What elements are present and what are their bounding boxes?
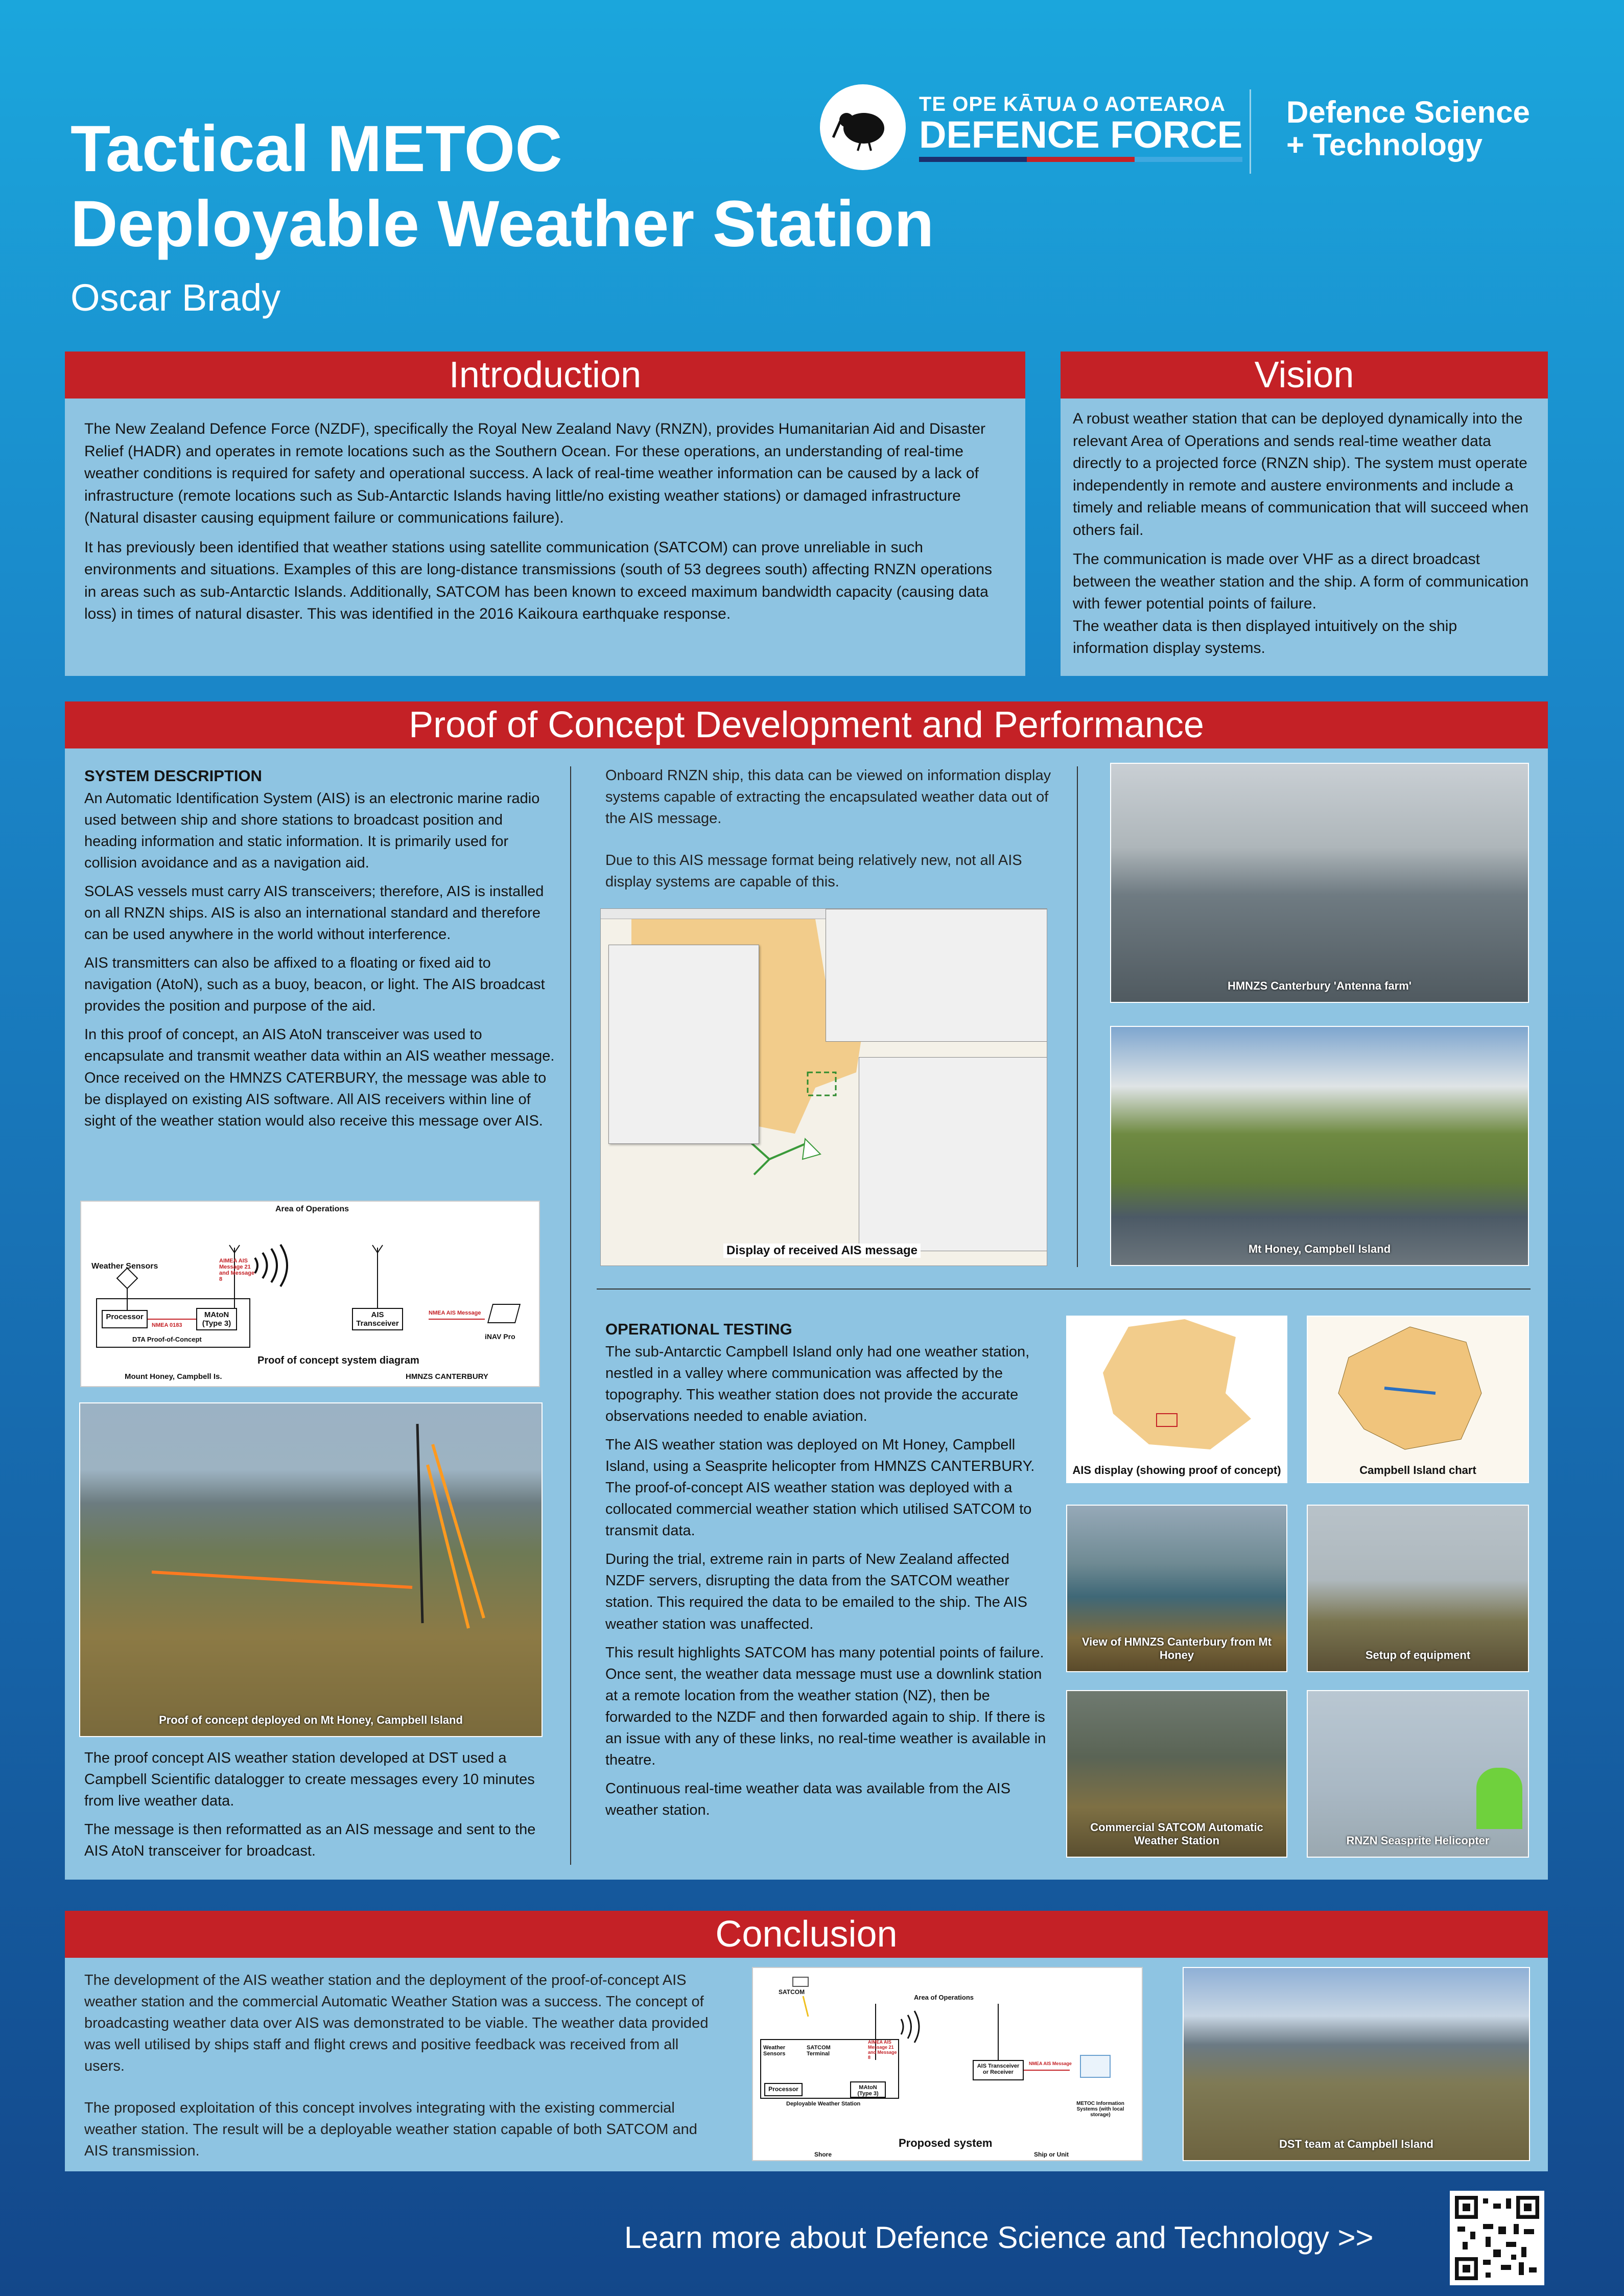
diagram2-shore: Shore (814, 2151, 832, 2158)
operational-paragraph-4: This result highlights SATCOM has many potential points of failure. Once sent, the weather data message must use a downlink station at a remote location from the weather station (NZ), then be forwarded to the NZDF and then forwarded again to ship. If there is an issue with any of these links, no real-time weather is available in theatre. (605, 1644, 1046, 1768)
photo-chart (1307, 1316, 1529, 1483)
system-description (84, 765, 557, 1139)
nzdf-logo-title: DEFENCE FORCE (919, 113, 1243, 156)
diagram-caption: Proof of concept system diagram (257, 1355, 419, 1366)
system-paragraph-3: AIS transmitters can also be affixed to a floating or fixed aid to navigation (AtoN), such as a buoy, beacon, or light. The AIS broadcast provides the position and purpose of the aid. (84, 955, 545, 1015)
learn-more-link[interactable]: Learn more about Defence Science and Technology >> (624, 2220, 1374, 2255)
photo-ais-display (1066, 1316, 1287, 1483)
photo-setup (1307, 1505, 1529, 1672)
system-paragraph-2: SOLAS vessels must carry AIS transceivers; therefore, AIS is installed on all RNZN ships. AIS is also an international standard and therefore can be used anywhere in the world without interference. (84, 883, 544, 943)
introduction-heading: Introduction (65, 352, 1025, 399)
photo-view-canterbury (1066, 1505, 1287, 1672)
ais-message-log (826, 909, 1047, 1042)
introduction-panel (65, 352, 1025, 676)
photo-deployed-caption: Proof of concept deployed on Mt Honey, Campbell Island (159, 1714, 463, 1726)
operational-testing-heading: OPERATIONAL TESTING (605, 1320, 792, 1338)
diagram-left-foot: Mount Honey, Campbell Is. (125, 1372, 222, 1381)
vision-paragraph-2: The communication is made over VHF as a direct broadcast between the weather station and the ship. A form of communication with fewer potential points of failure. (1073, 551, 1529, 612)
dst-logo-line-1: Defence Science (1286, 95, 1530, 129)
diagram-nmea-in: NMEA 0183 (152, 1322, 182, 1328)
diagram-maton: MAtoN (Type 3) (196, 1308, 237, 1330)
title-line-2: Deployable Weather Station (70, 188, 934, 261)
vision-heading: Vision (1061, 352, 1548, 399)
nzdf-logo (820, 84, 1242, 170)
datalogger-paragraph-2: The message is then reformatted as an AIS message and sent to the AIS AtoN transceiver for broadcast. (84, 1821, 536, 1860)
photo-satcom-caption: Commercial SATCOM Automatic Weather Station (1090, 1821, 1263, 1847)
ais-detail-window (608, 945, 759, 1144)
photo-chart-caption: Campbell Island chart (1359, 1464, 1476, 1477)
photo-helicopter (1307, 1690, 1529, 1858)
diagram2-processor: Processor (764, 2083, 803, 2096)
operational-paragraph-3: During the trial, extreme rain in parts of New Zealand affected NZDF servers, disrupting the data from the SATCOM weather station. This required the data to be emailed to the ship. The AIS weather station was unaffected. (605, 1551, 1027, 1632)
datalogger-text (84, 1747, 547, 1869)
diagram-message-label: AIMEA AIS Message 21 and Message 8 (219, 1258, 255, 1282)
logo-divider (1250, 89, 1251, 174)
photo-helicopter-caption: RNZN Seasprite Helicopter (1346, 1834, 1490, 1847)
diagram2-satcom-terminal: SATCOM Terminal (807, 2045, 831, 2057)
photo-satcom (1066, 1690, 1287, 1858)
diagram-ais-transceiver: AIS Transceiver (352, 1308, 403, 1330)
conclusion-heading: Conclusion (65, 1911, 1548, 1958)
computer-icon (1080, 2055, 1111, 2078)
operational-paragraph-2: The AIS weather station was deployed on Mt Honey, Campbell Island, using a Seasprite helicopter from HMNZS CANTERBURY. The proof-of-concept AIS weather station was deployed with a collocated commercial weather station which utilised SATCOM to transmit data. (605, 1437, 1035, 1539)
operational-testing (605, 1318, 1050, 1828)
vision-paragraph-3: The weather data is then displayed intuitively on the ship information display systems. (1073, 617, 1457, 657)
ais-screenshot-caption: Display of received AIS message (723, 1244, 921, 1258)
kiwi-icon (820, 84, 906, 170)
section-divider (597, 1288, 1531, 1290)
system-description-heading: SYSTEM DESCRIPTION (84, 767, 262, 785)
introduction-paragraph-1: The New Zealand Defence Force (NZDF), specifically the Royal New Zealand Navy (RNZN), provides Humanitarian Aid and Disaster Relief (HADR) and operates in remote locations such as the Southern Ocean. For these operations, an understanding of real-time weather conditions is required for safety and operational success. A lack of real-time weather information can be caused by a lack of infrastructure (remote locations such as Sub-Antarctic Islands having little/no existing weather stations) or damaged infrastructure (Natural disaster causing equipment failure or communications failure). (84, 420, 985, 526)
diagram2-metoc: METOC Information Systems (with local storage) (1076, 2101, 1124, 2118)
diagram-weather-sensors: Weather Sensors (91, 1262, 158, 1271)
diagram-area-label: Area of Operations (275, 1205, 349, 1213)
proposed-system-diagram (752, 1967, 1143, 2161)
conclusion-text (84, 1970, 710, 2169)
vision-panel (1061, 352, 1548, 676)
conclusion-paragraph-2: The proposed exploitation of this concept involves integrating with the existing commercial weather station. The result will be a deployable weather station capable of both SATCOM and AIS transmission. (84, 2100, 697, 2160)
photo-view-canterbury-caption: View of HMNZS Canterbury from Mt Honey (1081, 1635, 1272, 1661)
diagram2-ais-rx: AIS Transceiver or Receiver (973, 2060, 1024, 2080)
diagram2-ship: Ship or Unit (1034, 2151, 1069, 2158)
dst-logo (1286, 96, 1530, 161)
photo-mt-honey (1110, 1026, 1529, 1266)
operational-paragraph-1: The sub-Antarctic Campbell Island only had one weather station, nestled in a valley where communication was affected by the topography. This weather station does not provide the accurate observations needed to enable aviation. (605, 1343, 1030, 1425)
column-divider-2 (1077, 766, 1078, 1267)
diagram-processor: Processor (102, 1310, 148, 1328)
diagram2-maton: MAtoN (Type 3) (850, 2081, 886, 2098)
qr-code[interactable] (1450, 2191, 1544, 2285)
datalogger-paragraph-1: The proof concept AIS weather station developed at DST used a Campbell Scientific datalogger to create messages every 10 minutes from live weather data. (84, 1750, 535, 1810)
qr-code-icon (1455, 2196, 1539, 2280)
poster-title (70, 111, 934, 262)
poc-system-diagram (80, 1201, 540, 1387)
nzdf-logo-subtitle: TE OPE KĀTUA O AOTEAROA (919, 92, 1226, 115)
author-name: Oscar Brady (70, 276, 281, 319)
photo-canterbury (1110, 763, 1529, 1003)
system-paragraph-4: In this proof of concept, an AIS AtoN transceiver was used to encapsulate and transmit weather data within an AIS weather message. Once received on the HMNZS CATERBURY, the message was able to be displayed on existing AIS software. All AIS receivers within line of sight of the weather station would also receive this message over AIS. (84, 1026, 555, 1129)
diagram2-deployable: Deployable Weather Station (786, 2101, 861, 2107)
photo-dst-team-caption: DST team at Campbell Island (1279, 2138, 1433, 2150)
poc-heading: Proof of Concept Development and Performance (65, 701, 1548, 748)
diagram-inav: iNAV Pro (485, 1332, 515, 1341)
operational-paragraph-5: Continuous real-time weather data was available from the AIS weather station. (605, 1780, 1011, 1818)
ais-graph-window (859, 1057, 1047, 1251)
introduction-paragraph-2: It has previously been identified that weather stations using satellite communication (SATCOM) can prove unreliable in such environments and situations. Examples of this are long-distance transmissions (south of 53 degrees south) affecting RNZN operations in areas such as sub-Antarctic Islands. Additionally, SATCOM has been known to exceed maximum bandwidth capacity (causing data loss) in times of natural disaster. This was identified in the 2016 Kaikoura earthquake response. (84, 538, 993, 622)
photo-deployed (79, 1402, 543, 1737)
diagram-right-foot: HMNZS CANTERBURY (406, 1372, 488, 1381)
photo-mt-honey-caption: Mt Honey, Campbell Island (1248, 1243, 1391, 1255)
laptop-icon (487, 1304, 521, 1323)
column-divider-1 (570, 766, 571, 1865)
photo-dst-team (1183, 1967, 1530, 2161)
diagram-nmea-out: NMEA AIS Message (429, 1310, 481, 1316)
onboard-paragraph-1: Onboard RNZN ship, this data can be viewed on information display systems capable of extracting the encapsulated weather data out of the AIS message. (605, 767, 1051, 827)
conclusion-paragraph-1: The development of the AIS weather station and the deployment of the proof-of-concept AIS weather station and the commercial Automatic Weather Station was a success. The concept of broadcasting weather data over AIS was demonstrated to be viable. The weather data provided was well utilised by ships staff and flight crews and positive feedback was received from all users. (84, 1972, 709, 2075)
vision-paragraph-1: A robust weather station that can be deployed dynamically into the relevant Area of Operations and sends real-time weather data directly to a projected force (RNZN ship). The system must operate independently in remote and austere environments and include a timely and reliable means of communication that will succeed when others fail. (1073, 410, 1529, 538)
diagram2-satcom: SATCOM (779, 1988, 805, 1996)
diagram2-area: Area of Operations (914, 1994, 974, 2001)
dst-logo-line-2: + Technology (1286, 128, 1482, 162)
diagram2-nmea-out: NMEA AIS Message (1029, 2061, 1072, 2066)
diagram-dta: DTA Proof-of-Concept (132, 1336, 202, 1343)
diagram2-weather-sensors: Weather Sensors (763, 2045, 786, 2057)
photo-canterbury-caption: HMNZS Canterbury 'Antenna farm' (1227, 979, 1412, 992)
onboard-text (605, 765, 1055, 900)
nzdf-logo-stripe (919, 157, 1242, 162)
system-paragraph-1: An Automatic Identification System (AIS) is an electronic marine radio used between ship and shore stations to broadcast position and heading information and static information. It is primarily used for collision avoidance and as a navigation aid. (84, 790, 540, 872)
ais-software-screenshot (600, 908, 1047, 1266)
photo-ais-display-caption: AIS display (showing proof of concept) (1072, 1464, 1281, 1477)
photo-setup-caption: Setup of equipment (1365, 1649, 1471, 1661)
diagram2-message-label: AIMEA AIS Message 21 and Message 8 (868, 2040, 897, 2060)
title-line-1: Tactical METOC (70, 112, 562, 185)
onboard-paragraph-2: Due to this AIS message format being relatively new, not all AIS display systems are capable of this. (605, 852, 1022, 891)
person-jacket (1476, 1768, 1522, 1829)
diagram2-caption: Proposed system (899, 2137, 993, 2149)
